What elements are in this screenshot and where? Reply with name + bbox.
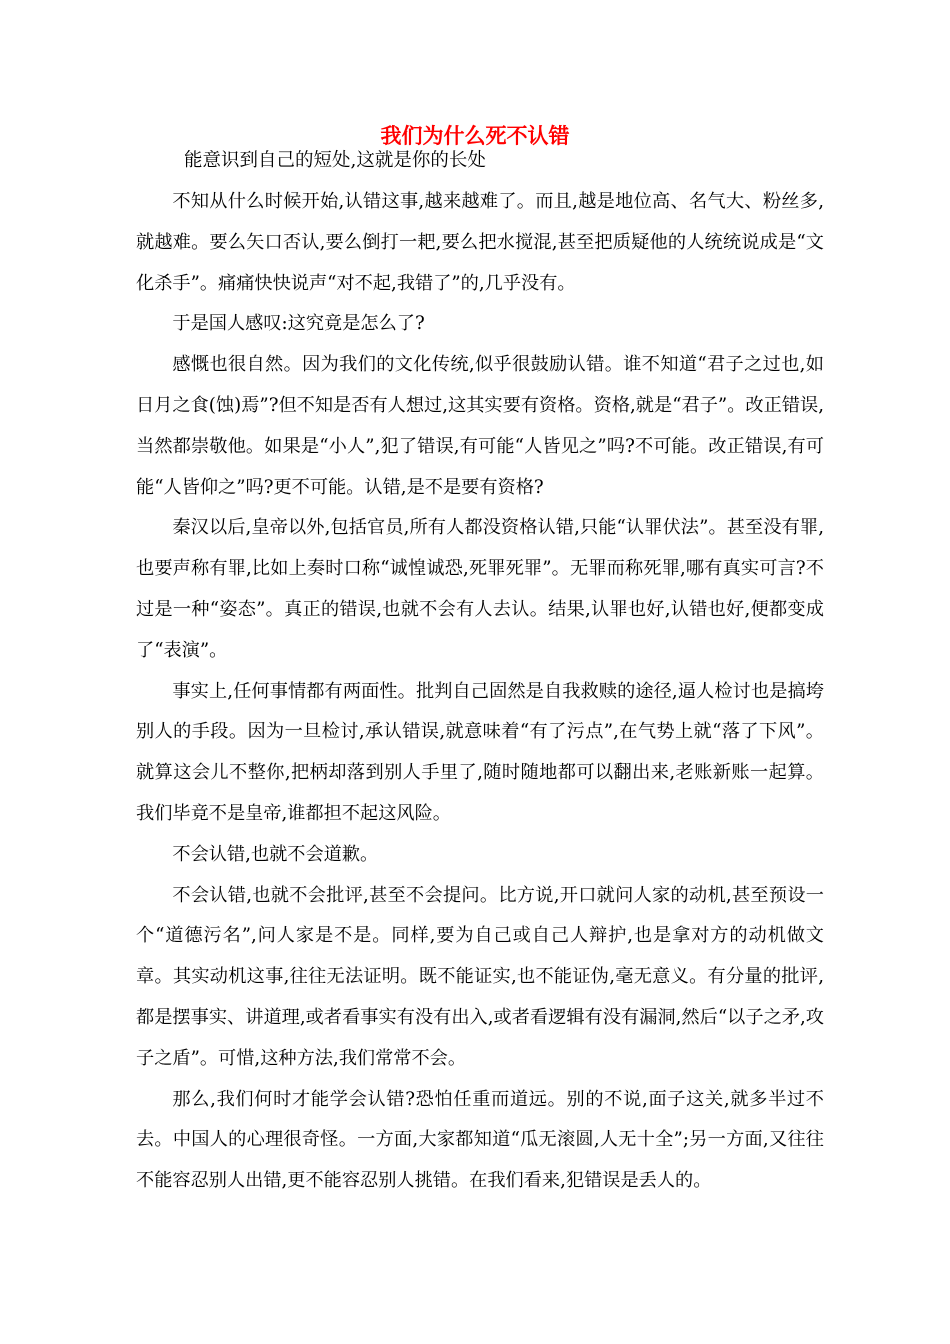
paragraph: 不会认错,也就不会道歉。 xyxy=(172,843,379,865)
document-body xyxy=(136,182,824,1202)
paragraph: 于是国人感叹:这究竟是怎么了? xyxy=(172,313,425,335)
document-title: 我们为什么死不认错 xyxy=(380,123,570,148)
paragraph: 那么,我们何时才能学会认错?恐怕任重而道远。别的不说,面子这关,就多半过不去。中国人的心理很奇怪。一方面,大家都知道“瓜无滚圆,人无十全”;另一方面,又往往不能容忍别人出错,更不能容忍别人挑错。在我们看来,犯错误是丢人的。 xyxy=(136,1088,824,1192)
paragraph: 不会认错,也就不会批评,甚至不会提问。比方说,开口就问人家的动机,甚至预设一个“道德污名”,问人家是不是。同样,要为自己或自己人辩护,也是拿对方的动机做文章。其实动机这事,往往无法证明。既不能证实,也不能证伪,毫无意义。有分量的批评,都是摆事实、讲道理,或者看事实有没有出入,或者看逻辑有没有漏洞,然后“以子之矛,攻子之盾”。可惜,这种方法,我们常常不会。 xyxy=(136,884,824,1069)
paragraph: 事实上,任何事情都有两面性。批判自己固然是自我救赎的途径,逼人检讨也是搞垮别人的手段。因为一旦检讨,承认错误,就意味着“有了污点”,在气势上就“落了下风”。就算这会儿不整你,把柄却落到别人手里了,随时随地都可以翻出来,老账新账一起算。我们毕竟不是皇帝,谁都担不起这风险。 xyxy=(136,680,824,824)
paragraph: 感慨也很自然。因为我们的文化传统,似乎很鼓励认错。谁不知道“君子之过也,如日月之食(蚀)焉”?但不知是否有人想过,这其实要有资格。资格,就是“君子”。改正错误,当然都崇敬他。如果是“小人”,犯了错误,有可能“人皆见之”吗?不可能。改正错误,有可能“人皆仰之”吗?更不可能。认错,是不是要有资格? xyxy=(136,354,824,498)
paragraph: 不知从什么时候开始,认错这事,越来越难了。而且,越是地位高、名气大、粉丝多,就越难。要么矢口否认,要么倒打一耙,要么把水搅混,甚至把质疑他的人统统说成是“文化杀手”。痛痛快快说声“对不起,我错了”的,几乎没有。 xyxy=(136,191,824,294)
paragraph: 秦汉以后,皇帝以外,包括官员,所有人都没资格认错,只能“认罪伏法”。甚至没有罪,也要声称有罪,比如上奏时口称“诚惶诚恐,死罪死罪”。无罪而称死罪,哪有真实可言?不过是一种“姿态”。真正的错误,也就不会有人去认。结果,认罪也好,认错也好,便都变成了“表演”。 xyxy=(136,517,824,661)
document-subtitle: 能意识到自己的短处,这就是你的长处 xyxy=(184,150,486,171)
